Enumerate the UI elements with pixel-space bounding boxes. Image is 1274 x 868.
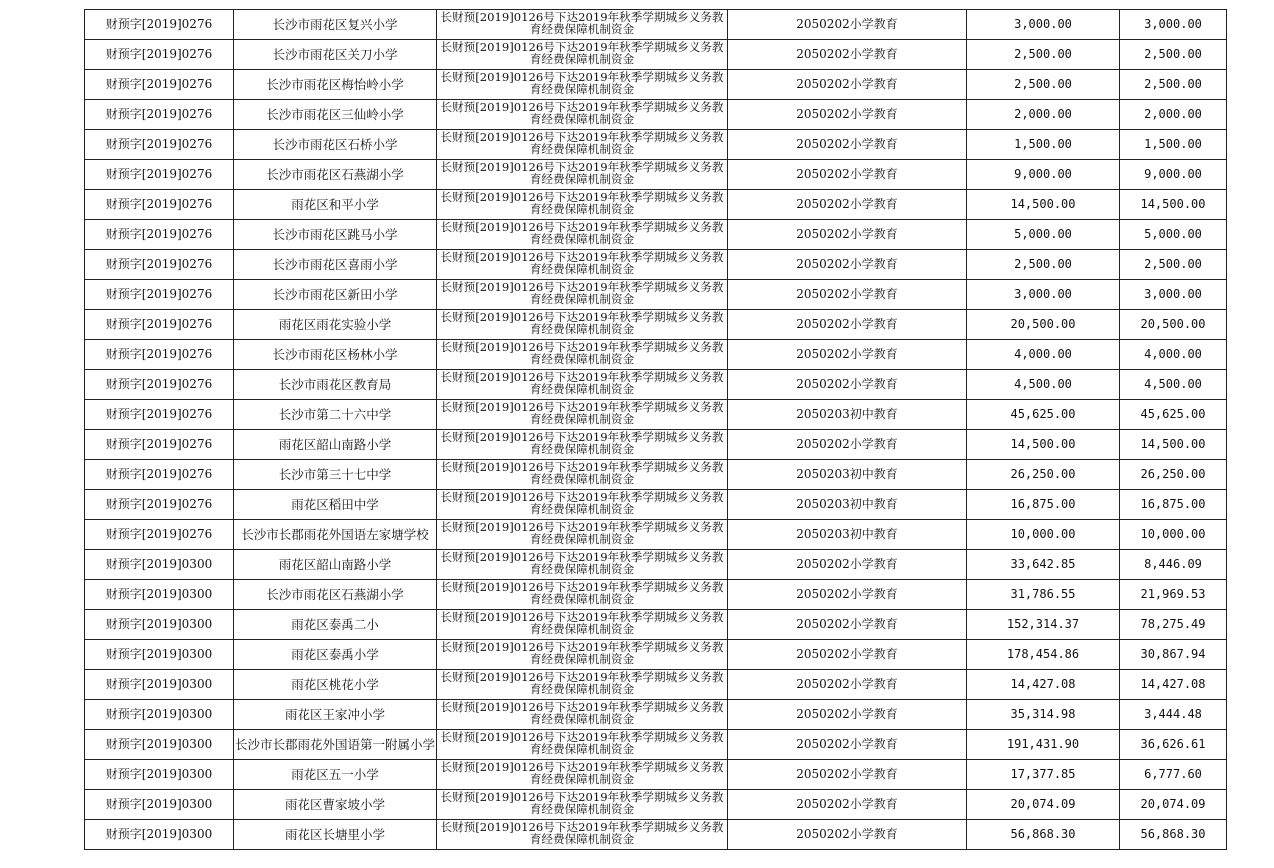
doc-number-cell: 财预字[2019]0276 (85, 370, 234, 400)
project-name-text: 长财预[2019]0126号下达2019年秋季学期城乡义务教育经费保障机制资金 (440, 700, 724, 726)
project-name-text: 长财预[2019]0126号下达2019年秋季学期城乡义务教育经费保障机制资金 (440, 580, 724, 606)
unit-name-cell: 长沙市雨花区石燕湖小学 (234, 160, 437, 190)
table-row (85, 460, 1227, 490)
project-name-cell (437, 430, 728, 460)
doc-number-cell: 财预字[2019]0300 (85, 580, 234, 610)
project-name-text: 长财预[2019]0126号下达2019年秋季学期城乡义务教育经费保障机制资金 (440, 250, 724, 276)
amount-paid-cell: 2,500.00 (1120, 70, 1227, 100)
amount-paid-cell: 20,074.09 (1120, 790, 1227, 820)
budget-subject-cell: 2050203初中教育 (728, 460, 967, 490)
doc-number-cell: 财预字[2019]0300 (85, 760, 234, 790)
doc-number-cell: 财预字[2019]0276 (85, 310, 234, 340)
budget-subject-cell: 2050202小学教育 (728, 670, 967, 700)
table-row (85, 190, 1227, 220)
table-row (85, 580, 1227, 610)
amount-cell: 20,074.09 (967, 790, 1120, 820)
doc-number-cell: 财预字[2019]0300 (85, 730, 234, 760)
doc-number-cell: 财预字[2019]0300 (85, 700, 234, 730)
table-row (85, 790, 1227, 820)
amount-paid-cell: 2,500.00 (1120, 250, 1227, 280)
doc-number-cell: 财预字[2019]0276 (85, 10, 234, 40)
unit-name-cell: 雨花区长塘里小学 (234, 820, 437, 850)
amount-cell: 14,500.00 (967, 430, 1120, 460)
amount-paid-cell: 30,867.94 (1120, 640, 1227, 670)
table-row (85, 340, 1227, 370)
amount-paid-cell: 21,969.53 (1120, 580, 1227, 610)
doc-number-cell: 财预字[2019]0276 (85, 250, 234, 280)
amount-cell: 4,500.00 (967, 370, 1120, 400)
budget-subject-cell: 2050202小学教育 (728, 640, 967, 670)
doc-number-cell: 财预字[2019]0276 (85, 430, 234, 460)
amount-paid-cell: 5,000.00 (1120, 220, 1227, 250)
project-name-text: 长财预[2019]0126号下达2019年秋季学期城乡义务教育经费保障机制资金 (440, 490, 724, 516)
amount-cell: 35,314.98 (967, 700, 1120, 730)
project-name-cell (437, 460, 728, 490)
project-name-text: 长财预[2019]0126号下达2019年秋季学期城乡义务教育经费保障机制资金 (440, 610, 724, 636)
project-name-cell (437, 40, 728, 70)
unit-name-cell: 雨花区稻田中学 (234, 490, 437, 520)
budget-subject-cell: 2050203初中教育 (728, 490, 967, 520)
project-name-cell (437, 310, 728, 340)
amount-cell: 3,000.00 (967, 10, 1120, 40)
amount-paid-cell: 3,444.48 (1120, 700, 1227, 730)
amount-cell: 16,875.00 (967, 490, 1120, 520)
table-row (85, 520, 1227, 550)
budget-subject-cell: 2050202小学教育 (728, 550, 967, 580)
project-name-text: 长财预[2019]0126号下达2019年秋季学期城乡义务教育经费保障机制资金 (440, 280, 724, 306)
allocation-table-container (84, 9, 1220, 850)
unit-name-cell: 长沙市长郡雨花外国语第一附属小学 (234, 730, 437, 760)
unit-name-cell: 长沙市长郡雨花外国语左家塘学校 (234, 520, 437, 550)
project-name-cell (437, 100, 728, 130)
amount-paid-cell: 4,500.00 (1120, 370, 1227, 400)
table-row (85, 280, 1227, 310)
project-name-cell (437, 820, 728, 850)
unit-name-cell: 雨花区曹家坡小学 (234, 790, 437, 820)
doc-number-cell: 财预字[2019]0276 (85, 400, 234, 430)
amount-cell: 4,000.00 (967, 340, 1120, 370)
project-name-text: 长财预[2019]0126号下达2019年秋季学期城乡义务教育经费保障机制资金 (440, 460, 724, 486)
doc-number-cell: 财预字[2019]0300 (85, 610, 234, 640)
project-name-cell (437, 250, 728, 280)
project-name-text: 长财预[2019]0126号下达2019年秋季学期城乡义务教育经费保障机制资金 (440, 310, 724, 336)
doc-number-cell: 财预字[2019]0300 (85, 670, 234, 700)
amount-cell: 152,314.37 (967, 610, 1120, 640)
project-name-cell (437, 520, 728, 550)
unit-name-cell: 长沙市雨花区梅怡岭小学 (234, 70, 437, 100)
project-name-cell (437, 220, 728, 250)
amount-paid-cell: 14,500.00 (1120, 190, 1227, 220)
project-name-text: 长财预[2019]0126号下达2019年秋季学期城乡义务教育经费保障机制资金 (440, 220, 724, 246)
budget-subject-cell: 2050202小学教育 (728, 220, 967, 250)
budget-subject-cell: 2050202小学教育 (728, 760, 967, 790)
unit-name-cell: 长沙市雨花区三仙岭小学 (234, 100, 437, 130)
unit-name-cell: 雨花区韶山南路小学 (234, 430, 437, 460)
amount-cell: 178,454.86 (967, 640, 1120, 670)
project-name-cell (437, 580, 728, 610)
budget-subject-cell: 2050202小学教育 (728, 790, 967, 820)
table-row (85, 40, 1227, 70)
amount-paid-cell: 8,446.09 (1120, 550, 1227, 580)
project-name-cell (437, 700, 728, 730)
amount-cell: 2,500.00 (967, 70, 1120, 100)
budget-subject-cell: 2050202小学教育 (728, 310, 967, 340)
table-row (85, 370, 1227, 400)
amount-paid-cell: 10,000.00 (1120, 520, 1227, 550)
budget-subject-cell: 2050202小学教育 (728, 160, 967, 190)
table-row (85, 10, 1227, 40)
budget-subject-cell: 2050202小学教育 (728, 190, 967, 220)
project-name-cell (437, 790, 728, 820)
amount-cell: 20,500.00 (967, 310, 1120, 340)
project-name-text: 长财预[2019]0126号下达2019年秋季学期城乡义务教育经费保障机制资金 (440, 190, 724, 216)
table-row (85, 220, 1227, 250)
table-row (85, 640, 1227, 670)
project-name-cell (437, 160, 728, 190)
doc-number-cell: 财预字[2019]0300 (85, 640, 234, 670)
amount-paid-cell: 78,275.49 (1120, 610, 1227, 640)
table-row (85, 490, 1227, 520)
table-row (85, 550, 1227, 580)
table-row (85, 310, 1227, 340)
unit-name-cell: 雨花区五一小学 (234, 760, 437, 790)
amount-paid-cell: 4,000.00 (1120, 340, 1227, 370)
unit-name-cell: 雨花区泰禹二小 (234, 610, 437, 640)
table-row (85, 700, 1227, 730)
amount-paid-cell: 3,000.00 (1120, 280, 1227, 310)
project-name-cell (437, 10, 728, 40)
table-row (85, 400, 1227, 430)
doc-number-cell: 财预字[2019]0276 (85, 280, 234, 310)
doc-number-cell: 财预字[2019]0276 (85, 340, 234, 370)
project-name-cell (437, 130, 728, 160)
project-name-cell (437, 190, 728, 220)
table-row (85, 730, 1227, 760)
budget-subject-cell: 2050202小学教育 (728, 430, 967, 460)
amount-paid-cell: 1,500.00 (1120, 130, 1227, 160)
amount-cell: 2,000.00 (967, 100, 1120, 130)
amount-paid-cell: 14,500.00 (1120, 430, 1227, 460)
project-name-text: 长财预[2019]0126号下达2019年秋季学期城乡义务教育经费保障机制资金 (440, 340, 724, 366)
project-name-text: 长财预[2019]0126号下达2019年秋季学期城乡义务教育经费保障机制资金 (440, 670, 724, 696)
budget-subject-cell: 2050202小学教育 (728, 820, 967, 850)
amount-cell: 9,000.00 (967, 160, 1120, 190)
project-name-text: 长财预[2019]0126号下达2019年秋季学期城乡义务教育经费保障机制资金 (440, 820, 724, 846)
amount-paid-cell: 26,250.00 (1120, 460, 1227, 490)
amount-paid-cell: 20,500.00 (1120, 310, 1227, 340)
table-row (85, 760, 1227, 790)
amount-paid-cell: 45,625.00 (1120, 400, 1227, 430)
project-name-text: 长财预[2019]0126号下达2019年秋季学期城乡义务教育经费保障机制资金 (440, 70, 724, 96)
project-name-cell (437, 400, 728, 430)
project-name-cell (437, 550, 728, 580)
project-name-text: 长财预[2019]0126号下达2019年秋季学期城乡义务教育经费保障机制资金 (440, 790, 724, 816)
amount-paid-cell: 56,868.30 (1120, 820, 1227, 850)
doc-number-cell: 财预字[2019]0276 (85, 220, 234, 250)
amount-cell: 17,377.85 (967, 760, 1120, 790)
amount-cell: 10,000.00 (967, 520, 1120, 550)
amount-cell: 26,250.00 (967, 460, 1120, 490)
budget-subject-cell: 2050203初中教育 (728, 400, 967, 430)
unit-name-cell: 雨花区王家冲小学 (234, 700, 437, 730)
table-row (85, 610, 1227, 640)
allocation-table (84, 9, 1227, 850)
project-name-cell (437, 760, 728, 790)
amount-cell: 45,625.00 (967, 400, 1120, 430)
table-row (85, 160, 1227, 190)
amount-paid-cell: 3,000.00 (1120, 10, 1227, 40)
unit-name-cell: 长沙市第二十六中学 (234, 400, 437, 430)
unit-name-cell: 雨花区泰禹小学 (234, 640, 437, 670)
project-name-text: 长财预[2019]0126号下达2019年秋季学期城乡义务教育经费保障机制资金 (440, 430, 724, 456)
unit-name-cell: 雨花区韶山南路小学 (234, 550, 437, 580)
project-name-cell (437, 280, 728, 310)
project-name-text: 长财预[2019]0126号下达2019年秋季学期城乡义务教育经费保障机制资金 (440, 550, 724, 576)
doc-number-cell: 财预字[2019]0300 (85, 550, 234, 580)
amount-paid-cell: 2,500.00 (1120, 40, 1227, 70)
unit-name-cell: 长沙市雨花区关刀小学 (234, 40, 437, 70)
project-name-cell (437, 670, 728, 700)
amount-cell: 3,000.00 (967, 280, 1120, 310)
project-name-text: 长财预[2019]0126号下达2019年秋季学期城乡义务教育经费保障机制资金 (440, 730, 724, 756)
amount-cell: 2,500.00 (967, 40, 1120, 70)
doc-number-cell: 财预字[2019]0276 (85, 70, 234, 100)
table-row (85, 820, 1227, 850)
doc-number-cell: 财预字[2019]0276 (85, 490, 234, 520)
project-name-text: 长财预[2019]0126号下达2019年秋季学期城乡义务教育经费保障机制资金 (440, 400, 724, 426)
project-name-text: 长财预[2019]0126号下达2019年秋季学期城乡义务教育经费保障机制资金 (440, 160, 724, 186)
budget-subject-cell: 2050202小学教育 (728, 340, 967, 370)
budget-subject-cell: 2050202小学教育 (728, 10, 967, 40)
budget-subject-cell: 2050202小学教育 (728, 280, 967, 310)
unit-name-cell: 长沙市雨花区教育局 (234, 370, 437, 400)
amount-cell: 1,500.00 (967, 130, 1120, 160)
table-body (85, 10, 1227, 850)
unit-name-cell: 长沙市雨花区石燕湖小学 (234, 580, 437, 610)
doc-number-cell: 财预字[2019]0276 (85, 130, 234, 160)
amount-cell: 5,000.00 (967, 220, 1120, 250)
budget-subject-cell: 2050202小学教育 (728, 130, 967, 160)
doc-number-cell: 财预字[2019]0276 (85, 100, 234, 130)
project-name-cell (437, 730, 728, 760)
budget-subject-cell: 2050202小学教育 (728, 250, 967, 280)
amount-cell: 33,642.85 (967, 550, 1120, 580)
budget-subject-cell: 2050203初中教育 (728, 520, 967, 550)
doc-number-cell: 财预字[2019]0276 (85, 520, 234, 550)
budget-subject-cell: 2050202小学教育 (728, 40, 967, 70)
unit-name-cell: 长沙市雨花区复兴小学 (234, 10, 437, 40)
project-name-cell (437, 340, 728, 370)
amount-cell: 14,500.00 (967, 190, 1120, 220)
project-name-text: 长财预[2019]0126号下达2019年秋季学期城乡义务教育经费保障机制资金 (440, 10, 724, 36)
amount-cell: 191,431.90 (967, 730, 1120, 760)
budget-subject-cell: 2050202小学教育 (728, 70, 967, 100)
amount-paid-cell: 36,626.61 (1120, 730, 1227, 760)
unit-name-cell: 雨花区和平小学 (234, 190, 437, 220)
project-name-text: 长财预[2019]0126号下达2019年秋季学期城乡义务教育经费保障机制资金 (440, 370, 724, 396)
project-name-text: 长财预[2019]0126号下达2019年秋季学期城乡义务教育经费保障机制资金 (440, 100, 724, 126)
doc-number-cell: 财预字[2019]0276 (85, 160, 234, 190)
amount-cell: 56,868.30 (967, 820, 1120, 850)
project-name-cell (437, 610, 728, 640)
table-row (85, 250, 1227, 280)
unit-name-cell: 长沙市雨花区杨林小学 (234, 340, 437, 370)
doc-number-cell: 财预字[2019]0276 (85, 460, 234, 490)
table-row (85, 130, 1227, 160)
unit-name-cell: 长沙市雨花区石桥小学 (234, 130, 437, 160)
project-name-text: 长财预[2019]0126号下达2019年秋季学期城乡义务教育经费保障机制资金 (440, 130, 724, 156)
unit-name-cell: 雨花区雨花实验小学 (234, 310, 437, 340)
budget-subject-cell: 2050202小学教育 (728, 370, 967, 400)
budget-subject-cell: 2050202小学教育 (728, 610, 967, 640)
project-name-text: 长财预[2019]0126号下达2019年秋季学期城乡义务教育经费保障机制资金 (440, 640, 724, 666)
table-row (85, 70, 1227, 100)
project-name-text: 长财预[2019]0126号下达2019年秋季学期城乡义务教育经费保障机制资金 (440, 760, 724, 786)
amount-paid-cell: 14,427.08 (1120, 670, 1227, 700)
doc-number-cell: 财预字[2019]0276 (85, 190, 234, 220)
amount-paid-cell: 9,000.00 (1120, 160, 1227, 190)
project-name-cell (437, 370, 728, 400)
doc-number-cell: 财预字[2019]0300 (85, 820, 234, 850)
project-name-cell (437, 70, 728, 100)
unit-name-cell: 雨花区桃花小学 (234, 670, 437, 700)
project-name-text: 长财预[2019]0126号下达2019年秋季学期城乡义务教育经费保障机制资金 (440, 40, 724, 66)
amount-paid-cell: 2,000.00 (1120, 100, 1227, 130)
amount-cell: 2,500.00 (967, 250, 1120, 280)
unit-name-cell: 长沙市雨花区跳马小学 (234, 220, 437, 250)
project-name-text: 长财预[2019]0126号下达2019年秋季学期城乡义务教育经费保障机制资金 (440, 520, 724, 546)
budget-subject-cell: 2050202小学教育 (728, 580, 967, 610)
budget-subject-cell: 2050202小学教育 (728, 730, 967, 760)
amount-paid-cell: 16,875.00 (1120, 490, 1227, 520)
table-row (85, 670, 1227, 700)
table-row (85, 100, 1227, 130)
amount-cell: 31,786.55 (967, 580, 1120, 610)
budget-subject-cell: 2050202小学教育 (728, 700, 967, 730)
project-name-cell (437, 640, 728, 670)
budget-subject-cell: 2050202小学教育 (728, 100, 967, 130)
doc-number-cell: 财预字[2019]0276 (85, 40, 234, 70)
unit-name-cell: 长沙市雨花区喜雨小学 (234, 250, 437, 280)
table-row (85, 430, 1227, 460)
unit-name-cell: 长沙市雨花区新田小学 (234, 280, 437, 310)
doc-number-cell: 财预字[2019]0300 (85, 790, 234, 820)
amount-paid-cell: 6,777.60 (1120, 760, 1227, 790)
unit-name-cell: 长沙市第三十七中学 (234, 460, 437, 490)
project-name-cell (437, 490, 728, 520)
amount-cell: 14,427.08 (967, 670, 1120, 700)
